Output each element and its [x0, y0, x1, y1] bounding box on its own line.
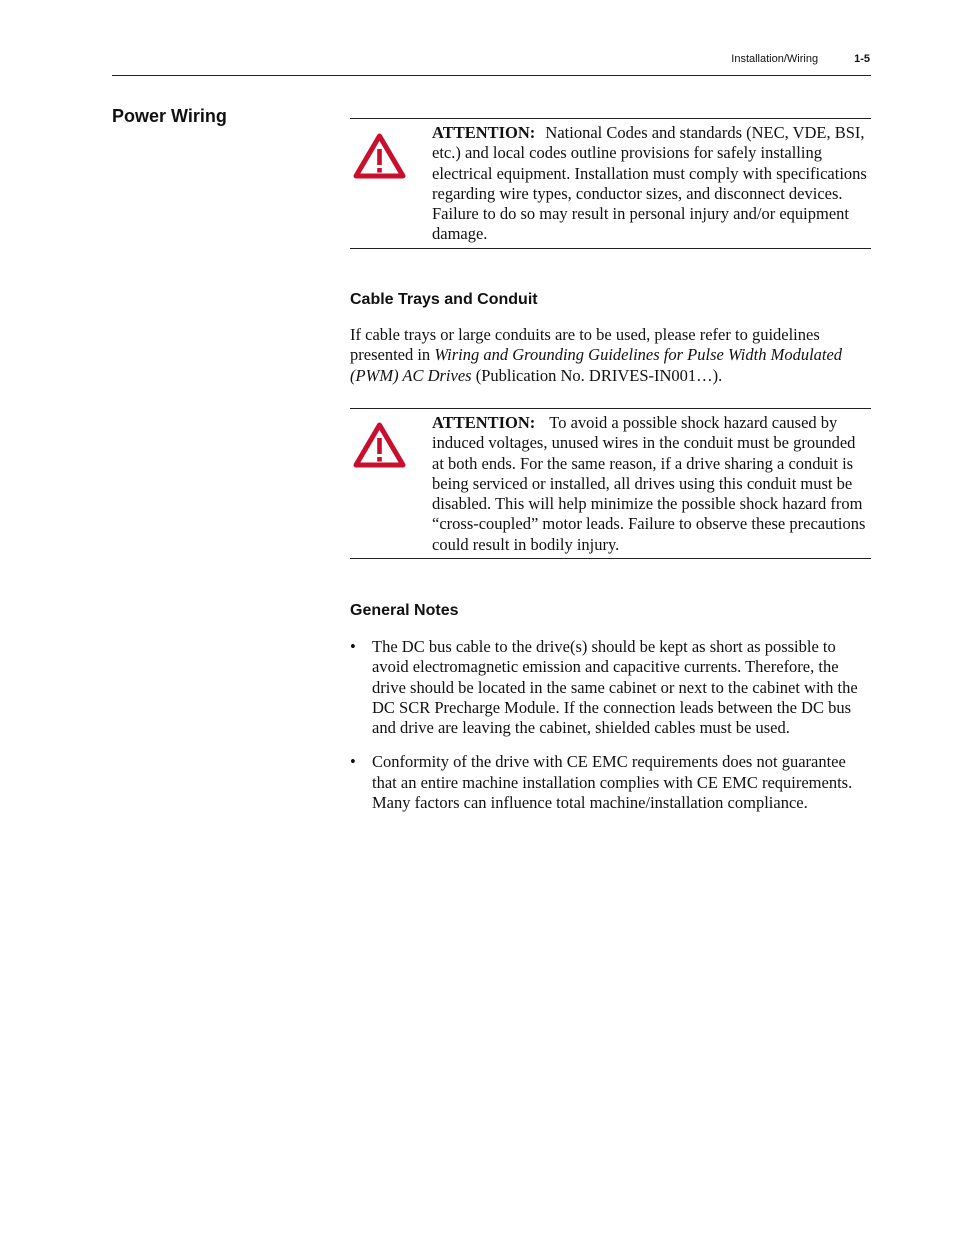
attention-text: [432, 119, 871, 248]
attention-label: ATTENTION:: [432, 123, 536, 142]
attention-text: [432, 409, 871, 558]
cable-trays-paragraph: [350, 325, 866, 386]
list-item-text: Conformity of the drive with CE EMC requirements does not guarantee that an entire machine installation complies with CE EMC requirements. Many factors can influence total machine/installation compliance.: [372, 752, 853, 813]
attention-body: National Codes and standards (NEC, VDE, BSI, etc.) and local codes outline provisions for safely installing electrical equipment. Installation must comply with specifications regarding wire types, conductor sizes, and disconnect devices. Failure to do so may result in personal injury and/or equipment damage.: [432, 123, 867, 244]
section-heading-power-wiring: Power Wiring: [112, 106, 227, 126]
list-item: [350, 637, 870, 738]
publication-title: Wiring and Grounding Guidelines for Pulse Width Modulated (PWM) AC Drives: [350, 345, 843, 385]
subheading-general-notes: General Notes: [350, 602, 459, 619]
attention-label: ATTENTION:: [432, 413, 536, 432]
list-item-text: The DC bus cable to the drive(s) should be kept as short as possible to avoid electromagnetic emission and capacitive currents. Therefore, the drive should be located in the same cabinet or next to the cabinet with the DC SCR Precharge Module. If the connection leads between the DC bus and drive are leaving the cabinet, shielded cables must be used.: [372, 637, 858, 738]
header-rule: [112, 75, 871, 76]
list-item: [350, 752, 870, 813]
paragraph-text: (Publication No. DRIVES-IN001…).: [471, 365, 723, 385]
general-notes-list: [350, 637, 870, 827]
attention-box-safety-codes: [350, 118, 871, 249]
attention-body: To avoid a possible shock hazard caused by induced voltages, unused wires in the conduit must be grounded at both ends. For the same reason, if a drive sharing a conduit is being serviced or installed, all drives using this conduit must be disabled. This will help minimize the possible shock hazard from “cross-coupled” motor leads. Failure to observe these precautions could result in bodily injury.: [432, 413, 866, 554]
subheading-cable-trays: Cable Trays and Conduit: [350, 291, 538, 308]
attention-box-shock-hazard: [350, 408, 871, 559]
header-section-title: Installation/Wiring: [731, 53, 819, 65]
paragraph-text: If cable trays or large conduits are to be used, please refer to guidelines presented in: [350, 325, 820, 365]
running-header: [0, 53, 870, 65]
bullet-icon: •: [350, 752, 356, 772]
page-number: 1-5: [854, 53, 870, 65]
bullet-icon: •: [350, 637, 356, 656]
warning-triangle-icon: [353, 422, 406, 468]
warning-triangle-icon: [353, 133, 406, 179]
